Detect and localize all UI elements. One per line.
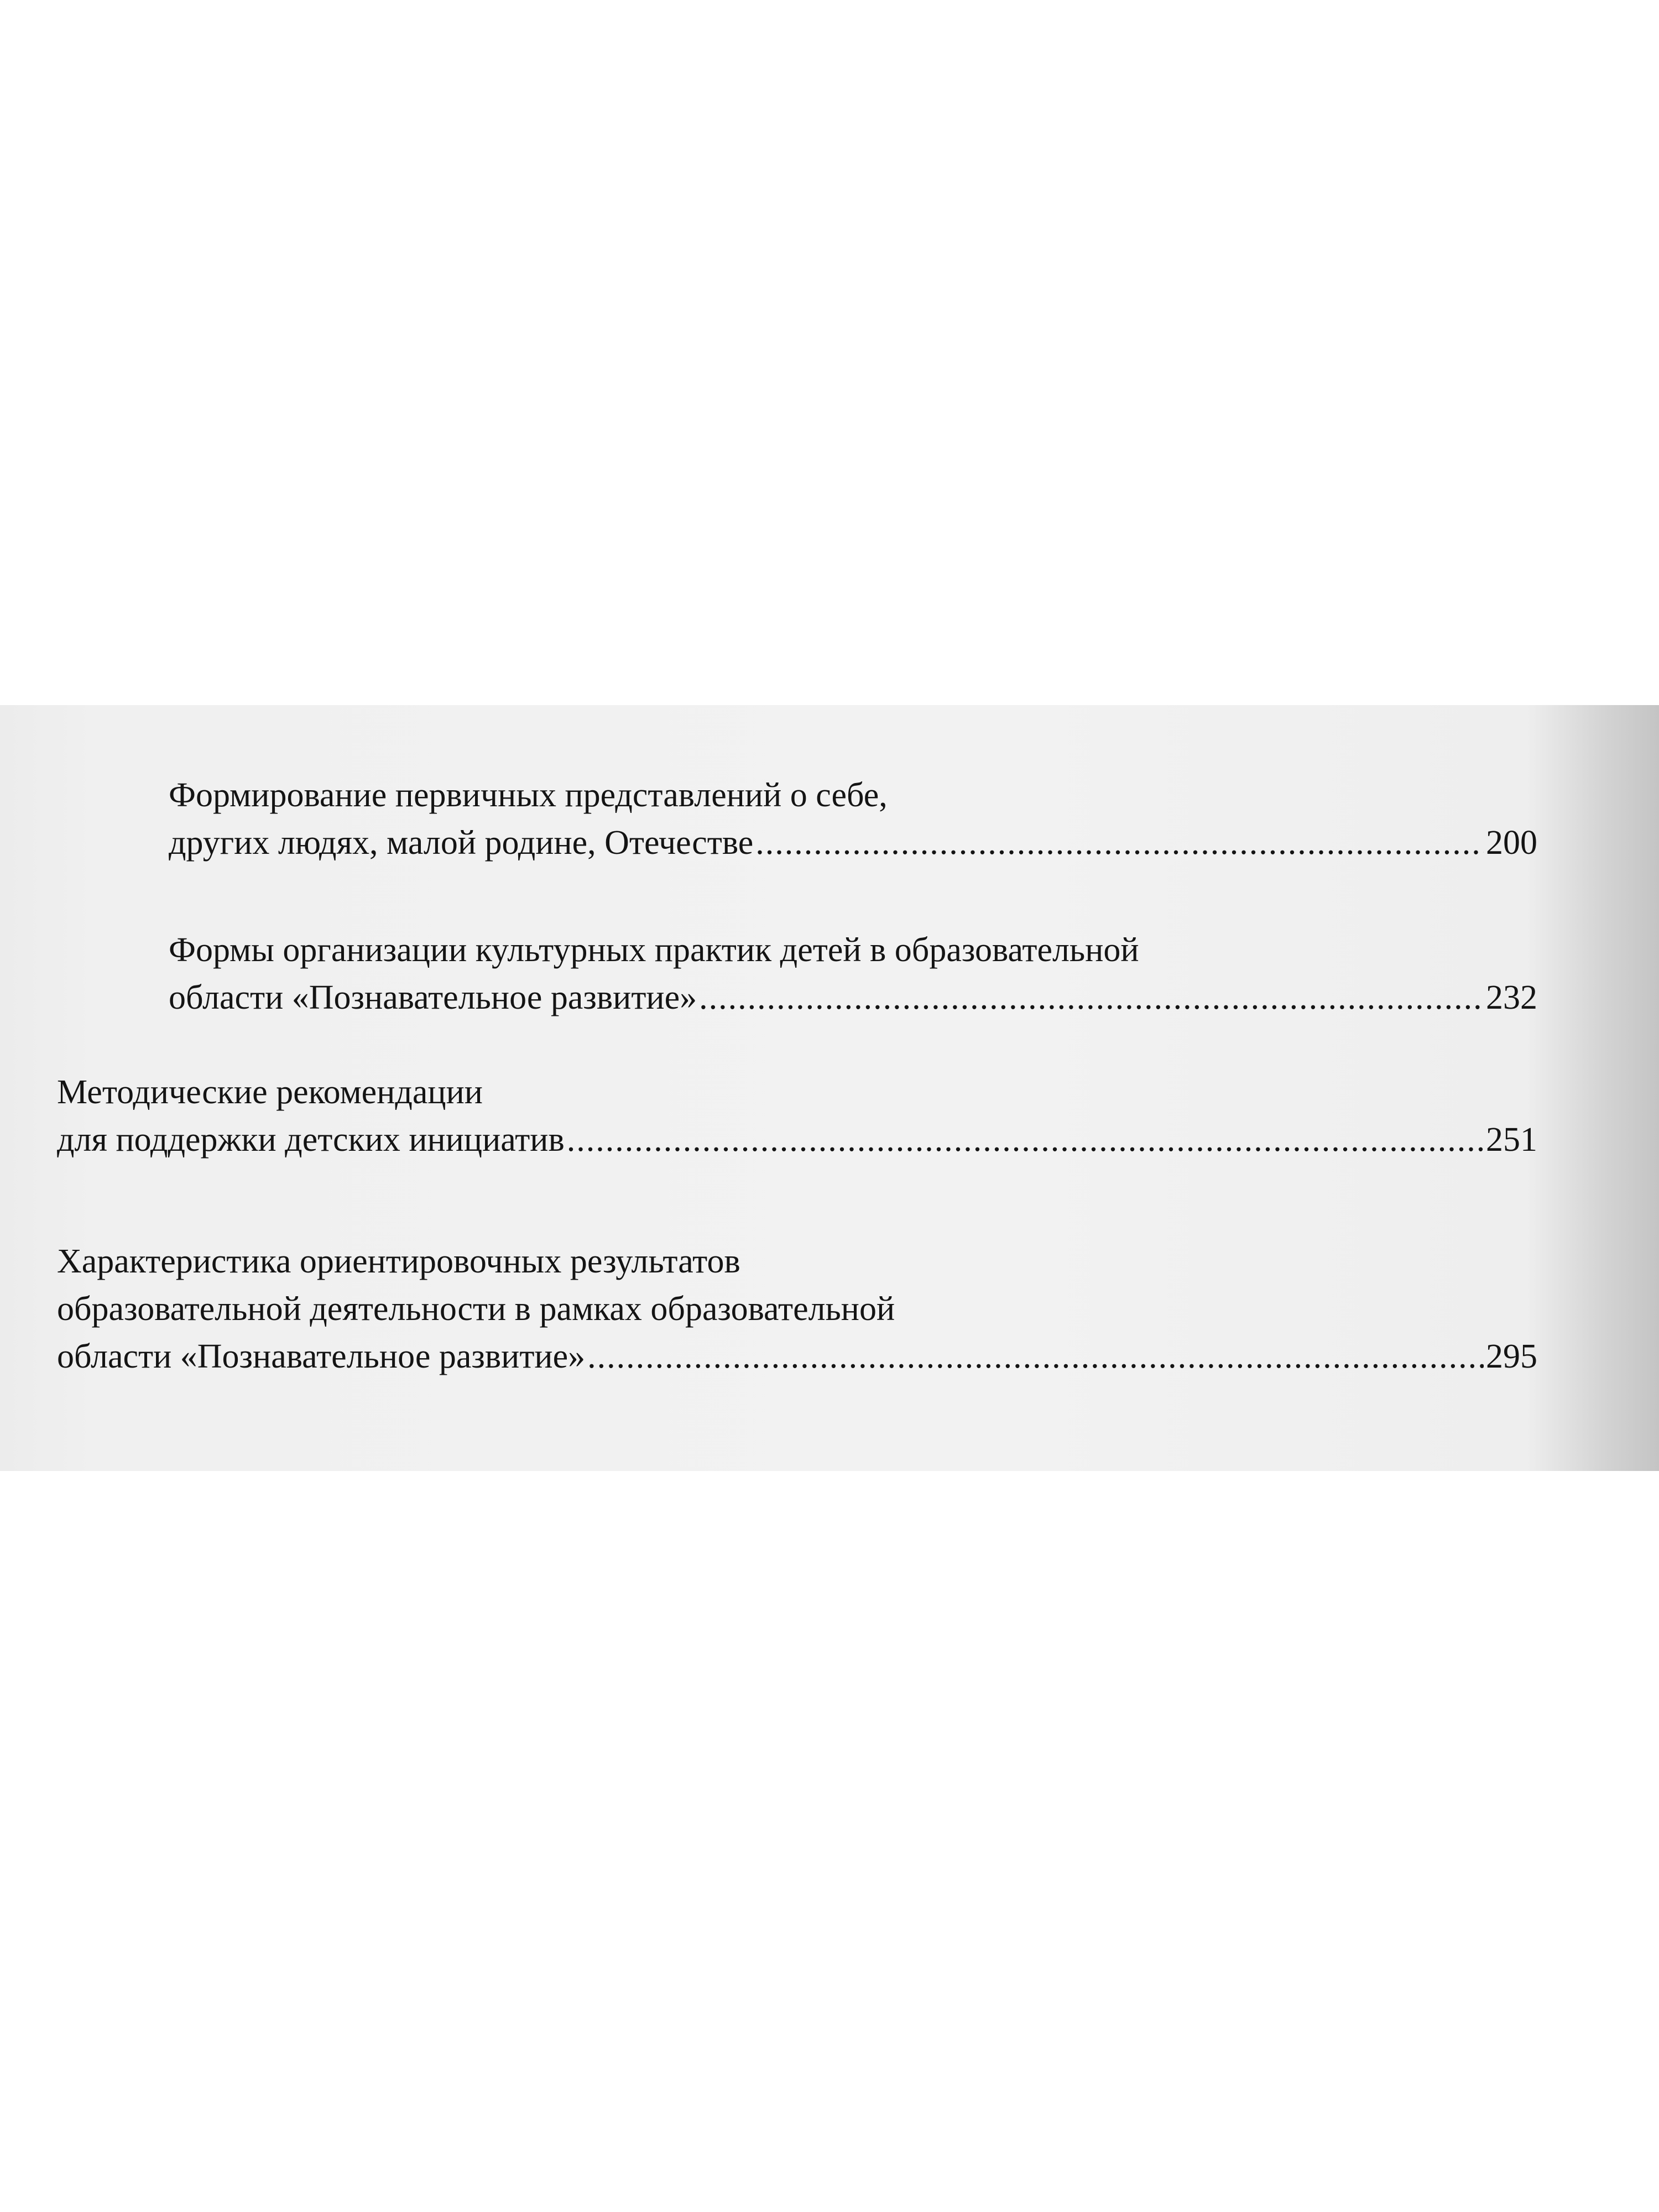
- dot-leader: [699, 974, 1484, 1021]
- toc-page-number: 251: [1486, 1121, 1537, 1159]
- toc-entry-title-line: Формы организации культурных практик детей в образовательной: [169, 931, 1139, 969]
- dot-leader: [755, 819, 1484, 867]
- dot-leader: [567, 1116, 1484, 1164]
- toc-entry-last-line: [169, 819, 1537, 867]
- toc-entry-last-line: [169, 974, 1537, 1021]
- toc-entry-title-line: Методические рекомендации: [57, 1073, 483, 1111]
- toc-entry: [57, 1068, 1537, 1164]
- toc-entry-title-line: Формирование первичных представлений о себе,: [169, 776, 888, 814]
- toc-entry-title-line: других людях, малой родине, Отечестве: [169, 824, 754, 862]
- dot-leader: [587, 1333, 1484, 1380]
- toc-entry-title-line: Характеристика ориентировочных результатов: [57, 1243, 740, 1280]
- toc-entry-title-line: для поддержки детских инициатив: [57, 1121, 565, 1159]
- toc-page-number: 295: [1486, 1338, 1537, 1375]
- toc-entry-title-line: образовательной деятельности в рамках образовательной: [57, 1290, 895, 1328]
- toc-entry: [169, 771, 1537, 867]
- toc-page-number: 232: [1486, 979, 1537, 1016]
- toc-page-number: 200: [1486, 824, 1537, 862]
- toc-entry-last-line: [57, 1116, 1537, 1164]
- toc-entry: [57, 1238, 1537, 1380]
- toc-entry-title-line: области «Познавательное развитие»: [57, 1338, 586, 1375]
- toc-entry-title-line: области «Познавательное развитие»: [169, 979, 697, 1016]
- toc-entry: [169, 926, 1537, 1021]
- toc-entry-last-line: [57, 1333, 1537, 1380]
